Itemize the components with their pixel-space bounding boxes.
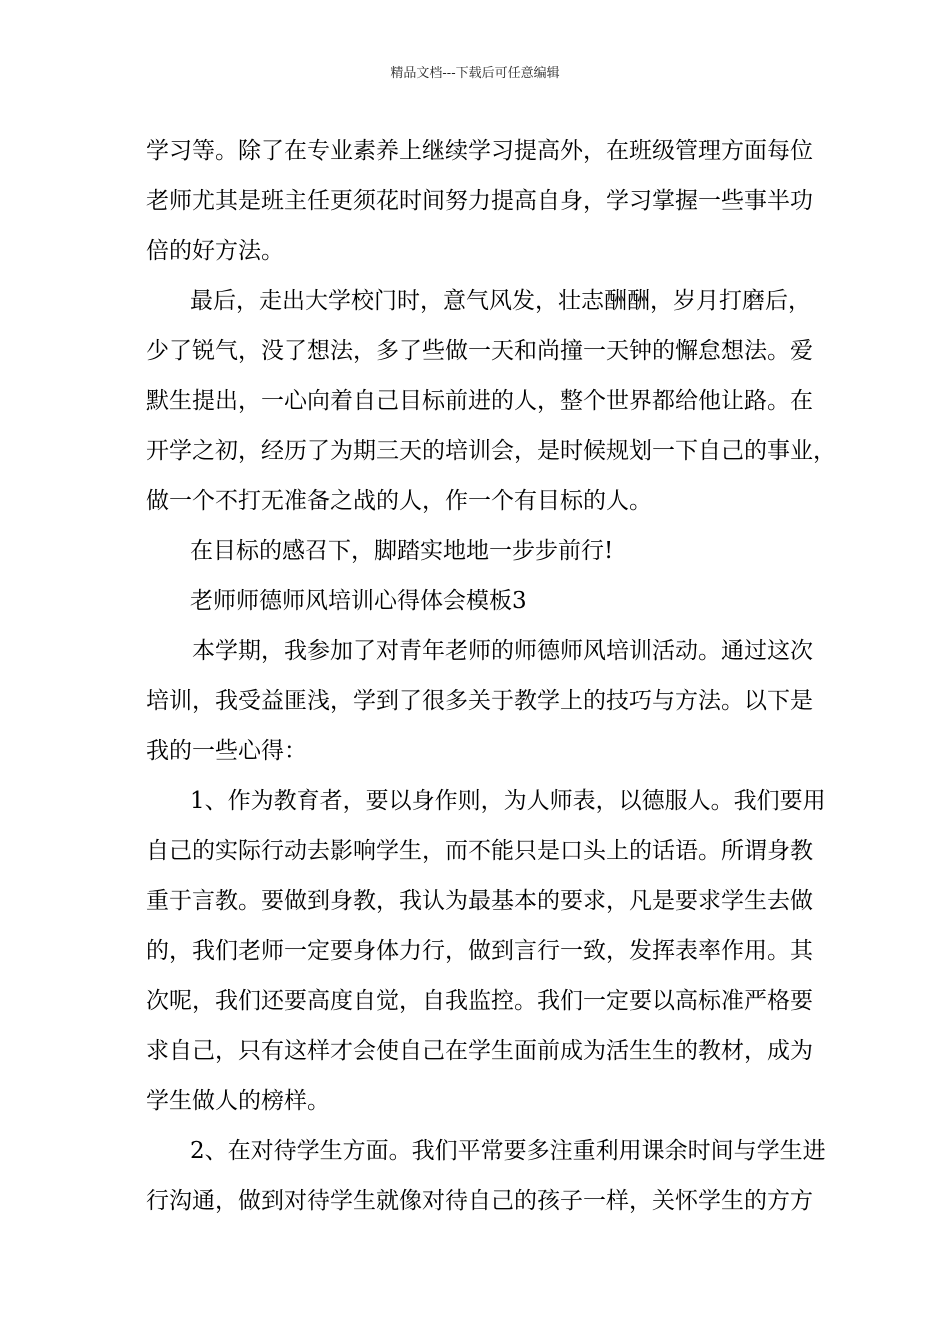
paragraph-line: 自己的实际行动去影响学生，而不能只是口头上的话语。所谓身教 bbox=[146, 838, 813, 864]
paragraph-line: 行沟通，做到对待学生就像对待自己的孩子一样，关怀学生的方方 bbox=[146, 1188, 813, 1214]
paragraph-line: 倍的好方法。 bbox=[146, 238, 284, 264]
paragraph-line: 默生提出，一心向着自己目标前进的人，整个世界都给他让路。在 bbox=[146, 388, 813, 414]
paragraph-line: 培训，我受益匪浅，学到了很多关于教学上的技巧与方法。以下是 bbox=[146, 688, 813, 714]
paragraph-line: 做一个不打无准备之战的人，作一个有目标的人。 bbox=[146, 488, 652, 514]
paragraph-line: 我的一些心得： bbox=[146, 738, 307, 764]
paragraph-line: 1、作为教育者，要以身作则，为人师表，以德服人。我们要用 bbox=[190, 788, 826, 814]
paragraph-line: 次呢，我们还要高度自觉，自我监控。我们一定要以高标准严格要 bbox=[146, 988, 813, 1014]
paragraph-line: 学生做人的榜样。 bbox=[146, 1088, 330, 1114]
paragraph-line: 少了锐气，没了想法，多了些做一天和尚撞一天钟的懈怠想法。爱 bbox=[146, 338, 813, 364]
paragraph-line: 2、在对待学生方面。我们平常要多注重利用课余时间与学生进 bbox=[190, 1138, 826, 1164]
paragraph-line: 重于言教。要做到身教，我认为最基本的要求，凡是要求学生去做 bbox=[146, 888, 813, 914]
paragraph-line: 求自己，只有这样才会使自己在学生面前成为活生生的教材，成为 bbox=[146, 1038, 813, 1064]
paragraph-line: 开学之初，经历了为期三天的培训会，是时候规划一下自己的事业， bbox=[146, 438, 836, 464]
paragraph-line: 在目标的感召下，脚踏实地地一步步前行! bbox=[190, 538, 614, 564]
section-title: 老师师德师风培训心得体会模板3 bbox=[190, 588, 527, 614]
paragraph-line: 本学期，我参加了对青年老师的师德师风培训活动。通过这次 bbox=[192, 638, 813, 664]
paragraph-line: 老师尤其是班主任更须花时间努力提高自身，学习掌握一些事半功 bbox=[146, 188, 813, 214]
paragraph-line: 的，我们老师一定要身体力行，做到言行一致，发挥表率作用。其 bbox=[146, 938, 813, 964]
paragraph-line: 学习等。除了在专业素养上继续学习提高外，在班级管理方面每位 bbox=[146, 138, 813, 164]
paragraph-line: 最后，走出大学校门时，意气风发，壮志酬酬，岁月打磨后， bbox=[190, 288, 811, 314]
page-header: 精品文档---下载后可任意编辑 bbox=[390, 66, 560, 81]
